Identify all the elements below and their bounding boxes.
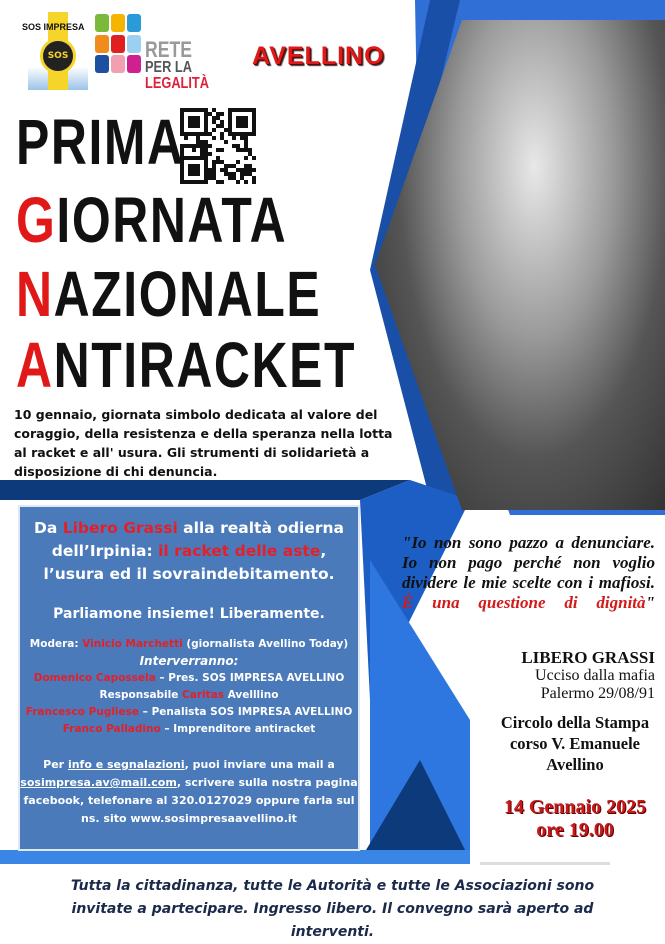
info-link[interactable]: info e segnalazioni xyxy=(67,758,185,771)
qr-code[interactable] xyxy=(180,108,256,184)
intro-text: 10 gennaio, giornata simbolo dedicata al valore del coraggio, della resistenza e della speranza nella lotta al racket e all' usura. Gli strumenti di solidarietà a disposizione di chi denuncia. xyxy=(14,407,393,479)
title-line-4: ANTIRACKET xyxy=(16,329,357,401)
email-link[interactable]: sosimpresa.av@mail.com xyxy=(20,776,177,789)
contact-info: Per info e segnalazioni, puoi inviare una mail a sosimpresa.av@mail.com, scrivere sulla nostra pagina facebook, telefonare al 320.0127029 oppure farla sul ns. sito www.sosimpresaavellino.it xyxy=(20,758,358,825)
title-line-2: GIORNATA xyxy=(16,184,288,256)
event-date: 14 Gennaio 2025 ore 19.00 xyxy=(503,796,647,841)
tagline: Parliamone insieme! Liberamente. xyxy=(53,606,325,622)
title-line-1: PRIMA xyxy=(16,106,185,178)
author-details: Ucciso dalla mafia Palermo 29/08/91 xyxy=(535,667,655,702)
rete-legalita-logo-icon xyxy=(95,14,143,74)
author-name: LIBERO GRASSI xyxy=(521,648,655,667)
rete-legalita-logo: RETE PER LA LEGALITÀ xyxy=(145,37,209,92)
footer-invitation: Tutta la cittadinanza, tutte le Autorità e tutte le Associazioni sono invitate a partecipare. Ingresso libero. Il convegno sarà aperto ad interventi. xyxy=(70,878,595,940)
city-title: AVELLINO xyxy=(252,42,385,70)
venue: Circolo della Stampa corso V. Emanuele Avellino xyxy=(500,713,650,774)
quote: "Io non sono pazzo a denunciare. Io non pago perché non voglio dividere le mie scelte con i mafiosi. È una questione di dignità" xyxy=(402,533,655,612)
title-line-3: NAZIONALE xyxy=(16,258,322,330)
sos-impresa-logo: SOS SOS IMPRESA xyxy=(28,12,88,90)
speakers: Modera: Vinicio Marchetti (giornalista Avellino Today) Interverranno: Domenico Capossela – Pres. SOS IMPRESA AVELLINO Responsabile Caritas Avelllino Francesco Pugliese – Penalista SOS IMPRESA AVELLINO Franco Palladino – Imprenditore antiracket xyxy=(25,638,353,735)
event-headline: Da Libero Grassi alla realtà odierna dell’Irpinia: il racket delle aste, l’usura ed il sovraindebitamento. xyxy=(33,519,345,583)
event-info-box xyxy=(18,505,360,851)
